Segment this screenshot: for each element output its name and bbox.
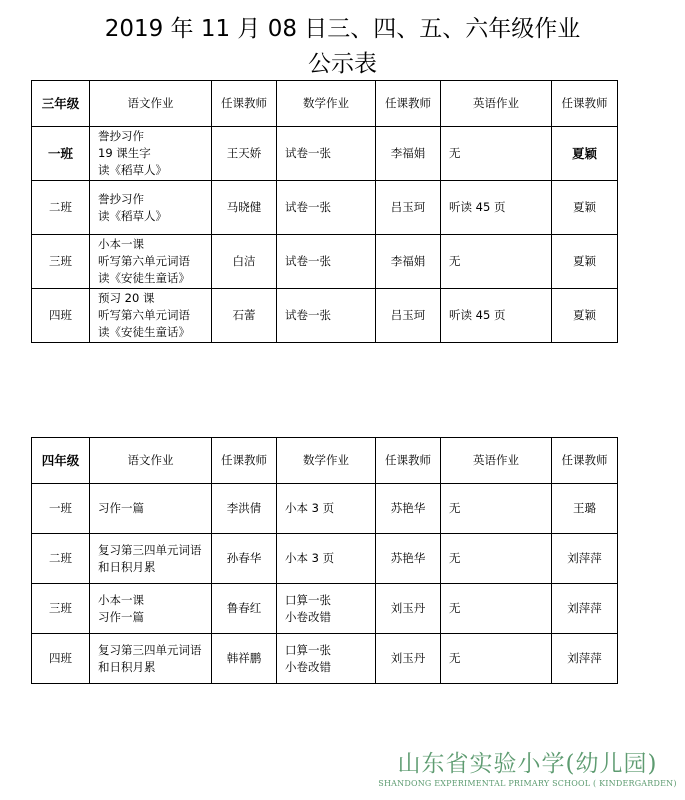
table-row	[32, 235, 618, 289]
table-row	[32, 534, 618, 584]
chinese-homework-line: 小本一课	[98, 592, 144, 607]
table-row	[32, 484, 618, 534]
chinese-homework	[90, 584, 212, 634]
math-homework: 试卷一张	[277, 127, 376, 181]
table-header-row	[32, 81, 618, 127]
chinese-homework-line: 读《稻草人》	[98, 163, 167, 177]
english-homework: 无	[441, 534, 552, 584]
english-homework: 无	[441, 484, 552, 534]
chinese-teacher: 李洪倩	[212, 484, 277, 534]
math-teacher: 李福娟	[376, 127, 441, 181]
math-homework-line: 小卷改错	[285, 609, 331, 624]
class-name: 二班	[32, 181, 90, 235]
english-teacher: 王璐	[552, 484, 618, 534]
chinese-homework	[90, 181, 212, 235]
math-homework-line: 口算一张	[285, 592, 331, 607]
header-chinese-teacher: 任课教师	[212, 81, 277, 127]
school-name-chinese: 山东省实验小学(幼儿园)	[397, 751, 658, 777]
header-english: 英语作业	[441, 81, 552, 127]
school-name-english: SHANDONG EXPERIMENTAL PRIMARY SCHOOL ( KINDERGARDEN)	[378, 779, 677, 788]
chinese-homework	[90, 534, 212, 584]
chinese-homework-line: 誊抄习作	[98, 129, 144, 143]
page-title: 2019 年 11 月 08 日三、四、五、六年级作业	[104, 16, 581, 42]
table-row	[32, 127, 618, 181]
math-homework	[277, 584, 376, 634]
chinese-homework	[90, 634, 212, 684]
school-watermark	[375, 745, 680, 788]
english-homework: 无	[441, 235, 552, 289]
english-teacher: 刘萍萍	[552, 634, 618, 684]
table-row	[32, 634, 618, 684]
chinese-teacher: 马晓健	[212, 181, 277, 235]
math-homework: 试卷一张	[277, 181, 376, 235]
math-teacher: 吕玉珂	[376, 181, 441, 235]
math-homework: 小本 3 页	[277, 484, 376, 534]
math-homework-line: 小卷改错	[285, 659, 331, 674]
header-math: 数学作业	[277, 438, 376, 484]
table-row	[32, 181, 618, 235]
math-homework	[277, 634, 376, 684]
math-teacher: 刘玉丹	[376, 584, 441, 634]
english-teacher: 夏颖	[552, 289, 618, 343]
chinese-homework-line: 誊抄习作	[98, 191, 144, 206]
class-name: 三班	[32, 584, 90, 634]
english-homework: 无	[441, 584, 552, 634]
grade4-homework-table	[31, 437, 618, 684]
header-math-teacher: 任课教师	[376, 81, 441, 127]
grade-label: 三年级	[32, 81, 90, 127]
header-chinese: 语文作业	[90, 81, 212, 127]
chinese-homework-line: 19 课生字	[98, 146, 151, 160]
chinese-homework-line: 习作一篇	[98, 609, 144, 624]
header-math-teacher: 任课教师	[376, 438, 441, 484]
chinese-homework	[90, 127, 212, 181]
class-name: 一班	[32, 127, 90, 181]
grade3-homework-table	[31, 80, 618, 343]
english-homework: 听读 45 页	[441, 289, 552, 343]
chinese-teacher: 石蕾	[212, 289, 277, 343]
chinese-homework-line: 和日积月累	[98, 659, 156, 674]
english-teacher: 夏颖	[552, 235, 618, 289]
chinese-homework-line: 读《稻草人》	[98, 208, 167, 223]
header-english-teacher: 任课教师	[552, 81, 618, 127]
chinese-teacher: 白洁	[212, 235, 277, 289]
math-homework: 小本 3 页	[277, 534, 376, 584]
english-teacher: 刘萍萍	[552, 584, 618, 634]
page-subtitle: 公示表	[308, 51, 377, 77]
chinese-homework	[90, 235, 212, 289]
english-teacher: 夏颖	[552, 127, 618, 181]
grade-label: 四年级	[32, 438, 90, 484]
chinese-homework-line: 预习 20 课	[98, 291, 155, 305]
header-english-teacher: 任课教师	[552, 438, 618, 484]
chinese-homework-line: 读《安徒生童话》	[98, 325, 190, 339]
table-header-row	[32, 438, 618, 484]
header-math: 数学作业	[277, 81, 376, 127]
class-name: 四班	[32, 634, 90, 684]
table-row	[32, 584, 618, 634]
chinese-homework	[90, 289, 212, 343]
chinese-homework-line: 小本一课	[98, 237, 144, 251]
math-homework: 试卷一张	[277, 235, 376, 289]
math-homework-line: 口算一张	[285, 642, 331, 657]
chinese-homework-line: 听写第六单元词语	[98, 254, 190, 268]
chinese-homework: 习作一篇	[90, 484, 212, 534]
header-chinese-teacher: 任课教师	[212, 438, 277, 484]
table-row	[32, 289, 618, 343]
chinese-homework-line: 和日积月累	[98, 559, 156, 574]
math-homework: 试卷一张	[277, 289, 376, 343]
chinese-teacher: 韩祥鹏	[212, 634, 277, 684]
chinese-homework-line: 听写第六单元词语	[98, 308, 190, 322]
english-homework: 听读 45 页	[441, 181, 552, 235]
math-teacher: 李福娟	[376, 235, 441, 289]
class-name: 四班	[32, 289, 90, 343]
class-name: 三班	[32, 235, 90, 289]
chinese-teacher: 鲁春红	[212, 584, 277, 634]
header-chinese: 语文作业	[90, 438, 212, 484]
math-teacher: 吕玉珂	[376, 289, 441, 343]
class-name: 一班	[32, 484, 90, 534]
english-homework: 无	[441, 634, 552, 684]
chinese-homework-line: 复习第三四单元词语	[98, 642, 202, 657]
chinese-teacher: 孙春华	[212, 534, 277, 584]
english-homework: 无	[441, 127, 552, 181]
math-teacher: 刘玉丹	[376, 634, 441, 684]
header-english: 英语作业	[441, 438, 552, 484]
math-teacher: 苏艳华	[376, 484, 441, 534]
chinese-homework-line: 复习第三四单元词语	[98, 542, 202, 557]
math-teacher: 苏艳华	[376, 534, 441, 584]
chinese-homework-line: 读《安徒生童话》	[98, 271, 190, 285]
class-name: 二班	[32, 534, 90, 584]
english-teacher: 刘萍萍	[552, 534, 618, 584]
chinese-teacher: 王天娇	[212, 127, 277, 181]
english-teacher: 夏颖	[552, 181, 618, 235]
